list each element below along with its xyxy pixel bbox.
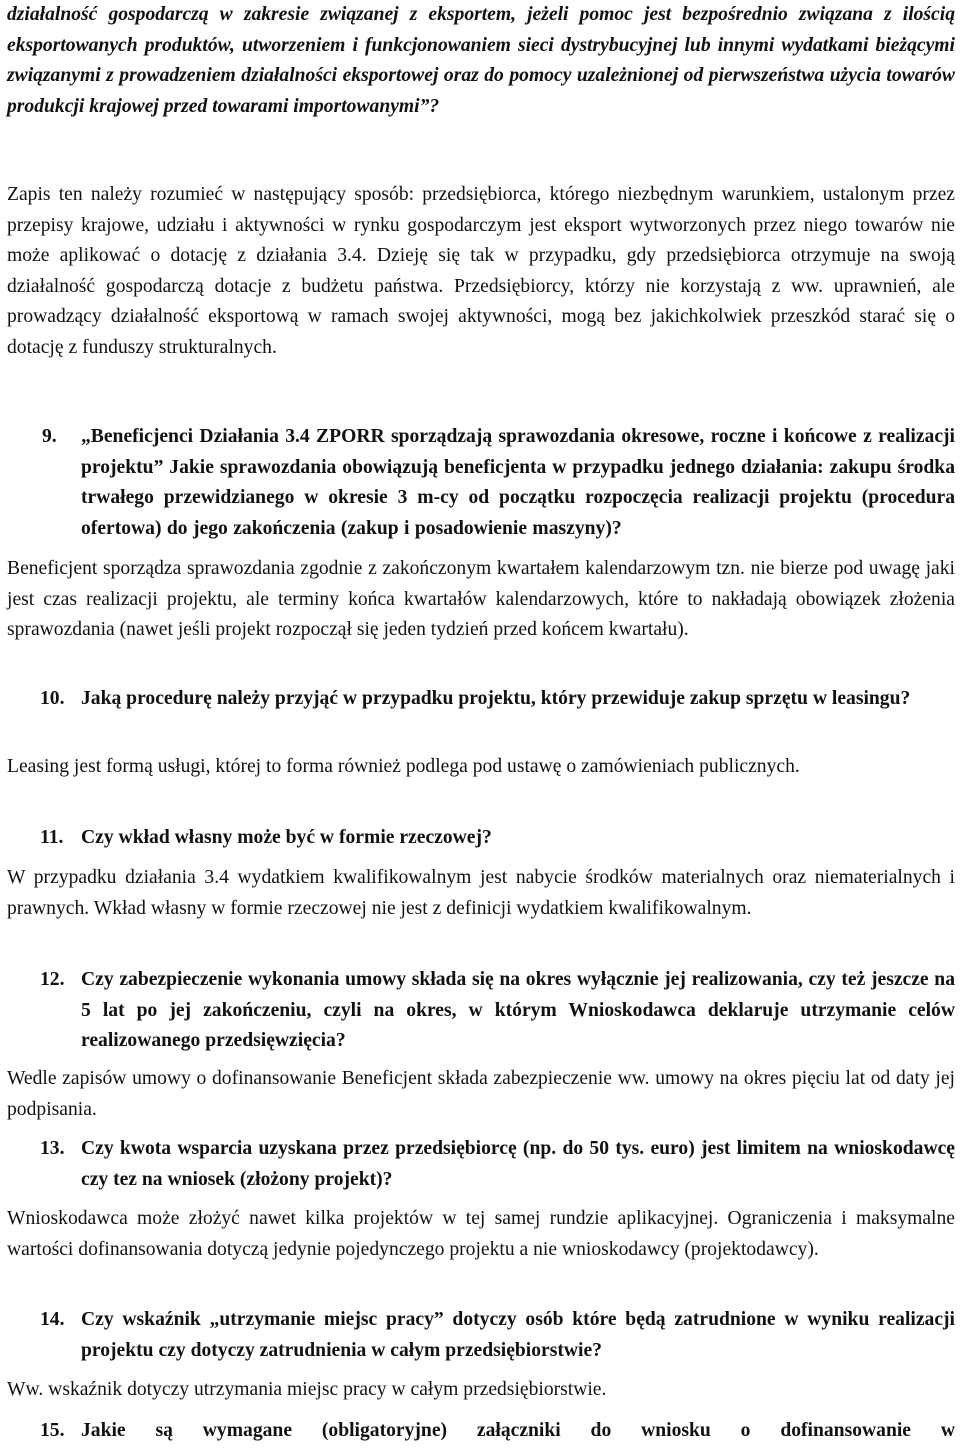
question-text: Jakie są wymagane (obligatoryjne) załączniki do wniosku o dofinansowanie w — [81, 1420, 955, 1441]
question-number: 11. — [40, 827, 64, 848]
question-number: 10. — [40, 688, 65, 709]
question-15 — [7, 1416, 955, 1447]
question-text: Czy wskaźnik „utrzymanie miejsc pracy” dotyczy osób które będą zatrudnione w wyniku realizacji projektu czy dotyczy zatrudnienia w całym przedsiębiorstwie? — [81, 1309, 955, 1361]
question-number: 14. — [40, 1309, 65, 1330]
intro-italic-paragraph: działalność gospodarczą w zakresie związanej z eksportem, jeżeli pomoc jest bezpośrednio związana z ilością eksportowanych produktów, utworzeniem i funkcjonowaniem sieci dystrybucyjnej lub innymi wydatkami bieżącymi związanymi z prowadzeniem działalności eksportowej oraz do pomocy uzależnionej od pierwszeństwa użycia towarów produkcji krajowej przed towarami importowanymi”? — [7, 4, 955, 117]
answer-12: Wedle zapisów umowy o dofinansowanie Beneficjent składa zabezpieczenie ww. umowy na okres pięciu lat od daty jej podpisania. — [7, 1068, 955, 1120]
question-number: 13. — [40, 1138, 65, 1159]
question-14 — [7, 1305, 955, 1366]
question-number: 12. — [40, 969, 65, 990]
answer-9: Beneficjent sporządza sprawozdania zgodnie z zakończonym kwartałem kalendarzowym tzn. nie bierze pod uwagę jaki jest czas realizacji projektu, ale terminy końca kwartałów kalendarzowych, które to nakładają obowiązek złożenia sprawozdania (nawet jeśli projekt rozpoczął się jeden tydzień przed końcem kwartału). — [7, 558, 955, 641]
question-text: „Beneficjenci Działania 3.4 ZPORR sporządzają sprawozdania okresowe, roczne i końcowe z realizacji projektu” Jakie sprawozdania obowiązują beneficjenta w przypadku jednego działania: zakupu środka trwałego przewidzianego w okresie 3 m-cy od początku rozpoczęcia realizacji projektu (procedura ofertowa) do jego zakończenia (zakup i posadowienie maszyny)? — [81, 426, 955, 539]
answer-13: Wnioskodawca może złożyć nawet kilka projektów w tej samej rundzie aplikacyjnej. Ograniczenia i maksymalne wartości dofinansowania dotyczą jedynie pojedynczego projektu a nie wnioskodawcy (projektodawcy). — [7, 1208, 955, 1260]
question-11 — [7, 823, 955, 854]
question-12 — [7, 965, 955, 1057]
answer-11: W przypadku działania 3.4 wydatkiem kwalifikowalnym jest nabycie środków materialnych oraz niematerialnych i prawnych. Wkład własny w formie rzeczowej nie jest z definicji wydatkiem kwalifikowalnym. — [7, 867, 955, 919]
question-number: 9. — [42, 426, 57, 447]
question-text: Jaką procedurę należy przyjąć w przypadku projektu, który przewiduje zakup sprzętu w leasingu? — [81, 688, 911, 709]
question-text: Czy wkład własny może być w formie rzeczowej? — [81, 827, 492, 848]
answer-intro: Zapis ten należy rozumieć w następujący sposób: przedsiębiorca, którego niezbędnym warunkiem, ustalonym przez przepisy krajowe, udziału i aktywności w rynku gospodarczym jest eksport wytworzonych przez niego towarów nie może aplikować o dotację z działania 3.4. Dzieję się tak w przypadku, gdy przedsiębiorca otrzymuje na swoją działalność gospodarczą dotacje z budżetu państwa. Przedsiębiorcy, którzy nie korzystają z ww. uprawnień, ale prowadzący działalność eksportową w ramach swojej aktywności, mogą bez jakichkolwiek przeszkód starać się o dotację z funduszy strukturalnych. — [7, 184, 955, 358]
question-text: Czy kwota wsparcia uzyskana przez przedsiębiorcę (np. do 50 tys. euro) jest limitem na wnioskodawcę czy tez na wniosek (złożony projekt)? — [81, 1138, 955, 1190]
answer-10: Leasing jest formą usługi, której to forma również podlega pod ustawę o zamówieniach publicznych. — [7, 756, 800, 777]
question-number: 15. — [40, 1420, 65, 1441]
question-10 — [7, 684, 955, 715]
question-13 — [7, 1134, 955, 1195]
question-text: Czy zabezpieczenie wykonania umowy składa się na okres wyłącznie jej realizowania, czy też jeszcze na 5 lat po jej zakończeniu, czyli na okres, w którym Wnioskodawca deklaruje utrzymanie celów realizowanego przedsięwzięcia? — [81, 969, 955, 1052]
question-9 — [7, 422, 955, 544]
answer-14: Ww. wskaźnik dotyczy utrzymania miejsc pracy w całym przedsiębiorstwie. — [7, 1379, 607, 1400]
